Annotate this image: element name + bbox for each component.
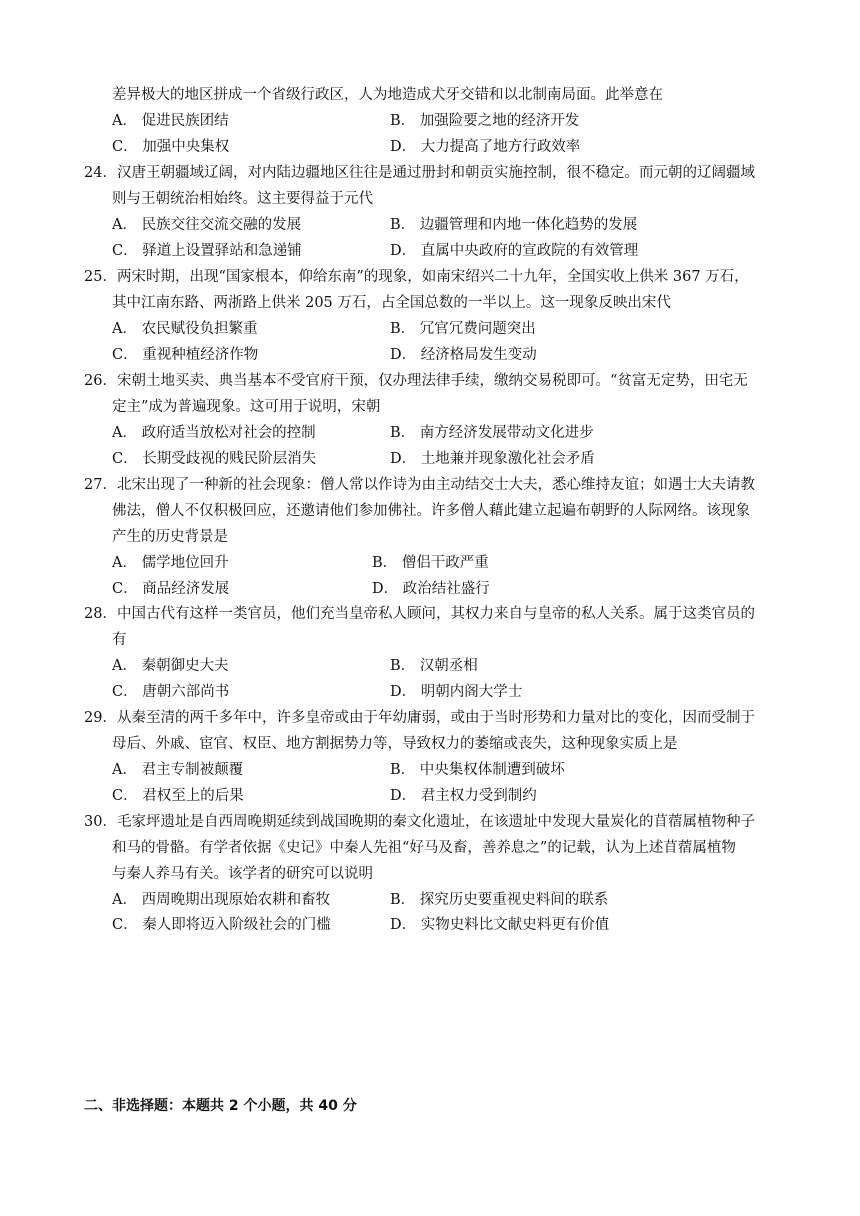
- q26-option-d: D． 土地兼并现象激化社会矛盾: [390, 451, 595, 467]
- q29-option-a: A． 君主专制被颠覆: [112, 762, 244, 778]
- q27-option-b: B． 僧侣干政严重: [372, 555, 489, 571]
- q24-option-d: D． 直属中央政府的宣政院的有效管理: [390, 243, 639, 259]
- q23-option-c: C． 加强中央集权: [112, 139, 230, 155]
- q26-stem-line1: 26．宋朝土地买卖、典当基本不受官府干预，仅办理法律手续，缴纳交易税即可。“贫富无定势，田宅无: [84, 373, 748, 389]
- q27-stem-line3: 产生的历史背景是: [112, 529, 228, 545]
- q27-stem-line1: 27．北宋出现了一种新的社会现象：僧人常以作诗为由主动结交士大夫，悉心维持友谊；如遇士大夫请教: [84, 477, 755, 493]
- q24-option-c: C． 驿道上设置驿站和急递铺: [112, 243, 302, 259]
- q28-option-a: A． 秦朝御史大夫: [112, 658, 229, 674]
- q27-option-a: A． 儒学地位回升: [112, 555, 229, 571]
- q25-option-d: D． 经济格局发生变动: [390, 347, 537, 363]
- q23-stem-continuation: 差异极大的地区拼成一个省级行政区，人为地造成犬牙交错和以北制南局面。此举意在: [112, 87, 663, 103]
- q26-option-a: A． 政府适当放松对社会的控制: [112, 425, 316, 441]
- q27-option-d: D． 政治结社盛行: [372, 581, 490, 597]
- q23-option-a: A． 促进民族团结: [112, 113, 229, 129]
- q29-option-d: D． 君主权力受到制约: [390, 788, 537, 804]
- q30-option-a: A． 西周晚期出现原始农耕和畜牧: [112, 892, 331, 908]
- q28-option-b: B． 汉朝丞相: [390, 658, 478, 674]
- q26-stem-line2: 定主”成为普遍现象。这可用于说明，宋朝: [112, 399, 381, 415]
- q28-stem-line2: 有: [112, 632, 127, 648]
- q29-option-c: C． 君权至上的后果: [112, 788, 244, 804]
- q25-option-a: A． 农民赋役负担繁重: [112, 321, 258, 337]
- q29-stem-line2: 母后、外戚、宦官、权臣、地方割据势力等，导致权力的萎缩或丧失，这种现象实质上是: [112, 736, 678, 752]
- q30-option-d: D． 实物史料比文献史料更有价值: [390, 917, 610, 933]
- q26-option-b: B． 南方经济发展带动文化进步: [390, 425, 594, 441]
- q23-option-d: D． 大力提高了地方行政效率: [390, 139, 581, 155]
- q25-option-c: C． 重视种植经济作物: [112, 347, 259, 363]
- q25-option-b: B． 冗官冗费问题突出: [390, 321, 536, 337]
- q24-option-b: B． 边疆管理和内地一体化趋势的发展: [390, 217, 638, 233]
- q24-stem-line2: 则与王朝统治相始终。这主要得益于元代: [112, 191, 373, 207]
- q24-stem-line1: 24．汉唐王朝疆域辽阔，对内陆边疆地区往往是通过册封和朝贡实施控制，很不稳定。而元朝的辽阔疆域: [84, 165, 755, 181]
- section-2-heading: 二、非选择题：本题共 2 个小题，共 40 分: [84, 1098, 357, 1114]
- q27-option-c: C． 商品经济发展: [112, 581, 230, 597]
- q29-option-b: B． 中央集权体制遭到破坏: [390, 762, 565, 778]
- q28-stem-line1: 28．中国古代有这样一类官员，他们充当皇帝私人顾问，其权力来自与皇帝的私人关系。属于这类官员的: [84, 606, 755, 622]
- q29-stem-line1: 29．从秦至清的两千多年中，许多皇帝或由于年幼庸弱，或由于当时形势和力量对比的变化，因而受制于: [84, 710, 755, 726]
- q26-option-c: C． 长期受歧视的贱民阶层消失: [112, 451, 317, 467]
- q23-option-b: B． 加强险要之地的经济开发: [390, 113, 580, 129]
- q30-stem-line3: 与秦人养马有关。该学者的研究可以说明: [112, 866, 373, 882]
- q30-stem-line1: 30．毛家坪遗址是自西周晚期延续到战国晚期的秦文化遗址，在该遗址中发现大量炭化的苜蓿属植物种子: [84, 814, 755, 830]
- q30-stem-line2: 和马的骨骼。有学者依据《史记》中秦人先祖“好马及畜，善养息之”的记载，认为上述苜蓿属植物: [112, 840, 736, 856]
- q24-option-a: A． 民族交往交流交融的发展: [112, 217, 302, 233]
- q30-option-c: C． 秦人即将迈入阶级社会的门槛: [112, 917, 331, 933]
- q30-option-b: B． 探究历史要重视史料间的联系: [390, 892, 609, 908]
- q28-option-d: D． 明朝内阁大学士: [390, 684, 523, 700]
- q25-stem-line2: 其中江南东路、两浙路上供米 205 万石，占全国总数的一半以上。这一现象反映出宋代: [112, 295, 671, 311]
- q25-stem-line1: 25．两宋时期，出现“国家根本，仰给东南”的现象，如南宋绍兴二十九年，全国实收上供米 367 万石，: [84, 269, 749, 285]
- q27-stem-line2: 佛法，僧人不仅积极回应，还邀请他们参加佛社。许多僧人藉此建立起遍布朝野的人际网络。该现象: [112, 503, 750, 519]
- q28-option-c: C． 唐朝六部尚书: [112, 684, 230, 700]
